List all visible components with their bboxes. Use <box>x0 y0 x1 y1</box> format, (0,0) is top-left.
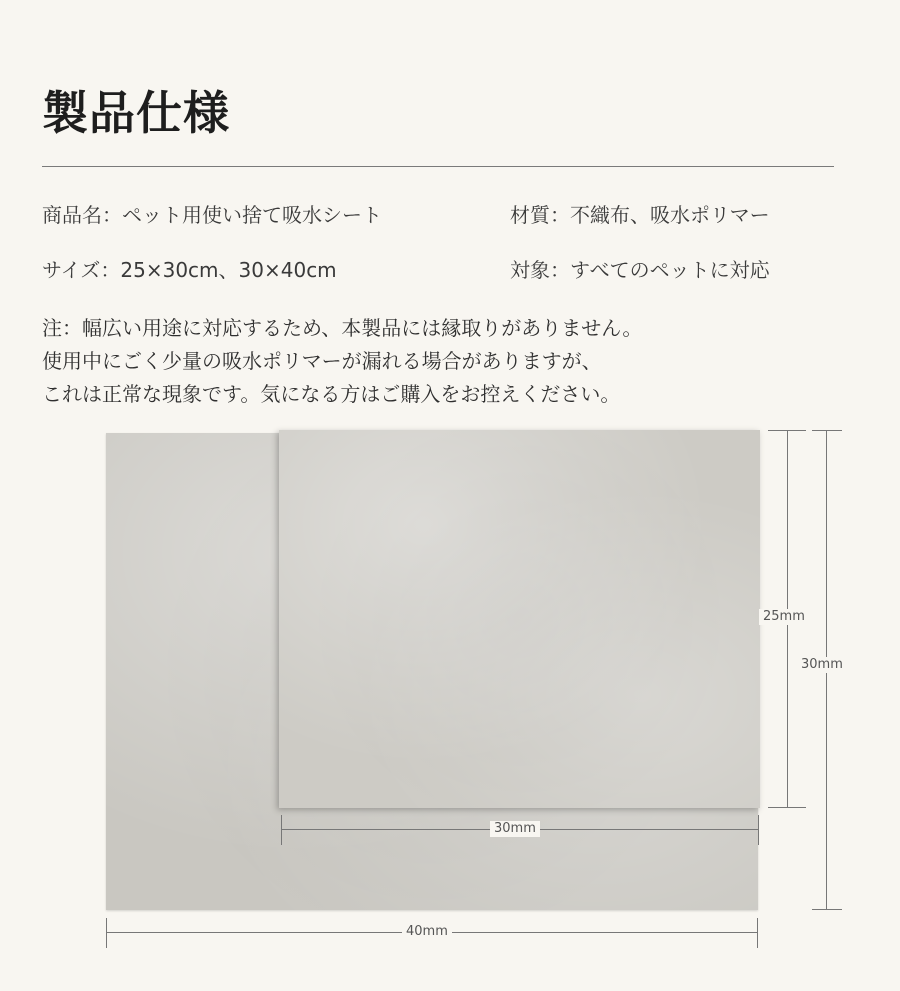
dimension-label-large-height: 30mm <box>797 657 847 673</box>
spec-target: 対象：すべてのペットに対応 <box>510 258 770 282</box>
note-line: これは正常な現象です。気になる方はご購入をお控えください。 <box>42 382 621 406</box>
dimension-tick <box>768 807 806 808</box>
dimension-label-large-width: 40mm <box>402 924 452 940</box>
dimension-label-small-width: 30mm <box>490 821 540 837</box>
note-line: 注：幅広い用途に対応するため、本製品には縁取りがありません。 <box>42 316 643 340</box>
dimension-label-small-height: 25mm <box>759 609 809 625</box>
spec-size: サイズ：25×30cm、30×40cm <box>42 258 337 282</box>
dimension-tick <box>768 430 806 431</box>
dimension-tick <box>106 918 107 948</box>
page-title: 製品仕様 <box>42 86 230 140</box>
note-block <box>42 312 642 411</box>
small-sheet-image <box>279 430 760 808</box>
dimension-tick <box>281 815 282 845</box>
dimension-tick <box>757 918 758 948</box>
divider <box>42 166 834 167</box>
spec-material: 材質：不織布、吸水ポリマー <box>510 203 770 227</box>
dimension-tick <box>812 430 842 431</box>
spec-product-name: 商品名：ペット用使い捨て吸水シート <box>42 203 382 227</box>
dimension-tick <box>812 909 842 910</box>
note-line: 使用中にごく少量の吸水ポリマーが漏れる場合がありますが、 <box>42 349 602 373</box>
dimension-tick <box>758 815 759 845</box>
